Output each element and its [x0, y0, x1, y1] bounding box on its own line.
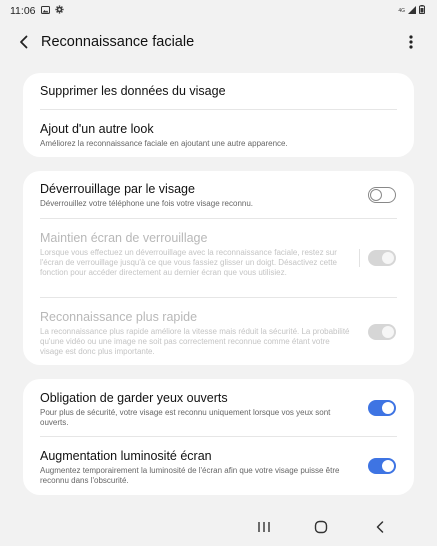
recent-apps-button[interactable] — [254, 520, 274, 538]
status-bar — [0, 0, 437, 22]
signal-icon — [408, 6, 416, 17]
toggle-knob — [381, 325, 395, 339]
back-arrow-icon — [17, 35, 31, 54]
battery-icon — [419, 5, 425, 17]
brighten-screen-title: Augmentation luminosité écran — [40, 449, 212, 463]
face-unlock-title: Déverrouillage par le visage — [40, 182, 195, 196]
gallery-icon — [41, 6, 50, 17]
card-face-data — [23, 73, 414, 157]
recent-apps-icon — [257, 520, 271, 538]
card-security-settings — [23, 379, 414, 495]
remove-face-data-item[interactable] — [23, 84, 414, 99]
brighten-screen-item[interactable] — [23, 449, 414, 486]
faster-recognition-toggle[interactable] — [368, 324, 396, 340]
divider — [40, 109, 397, 110]
require-open-eyes-title: Obligation de garder yeux ouverts — [40, 391, 228, 405]
card-unlock-settings — [23, 171, 414, 365]
navigation-bar — [0, 512, 437, 546]
stay-on-lock-screen-toggle[interactable] — [368, 250, 396, 266]
toggle-knob — [381, 401, 395, 415]
face-unlock-subtitle: Déverrouillez votre téléphone une fois votre visage reconnu. — [40, 199, 254, 208]
back-button[interactable] — [12, 32, 36, 56]
stay-on-lock-screen-subtitle: Lorsque vous effectuez un déverrouillage avec la reconnaissance faciale, restez sur l'écran de verrouillage jusqu'à ce que vous fassiez glisser un doigt. Désactivez cette fonction pour accéder directement au dernier écran que vous utilisiez. — [40, 248, 337, 277]
brighten-screen-subtitle: Augmentez temporairement la luminosité de l'écran afin que votre visage puisse être reconnu dans l'obscurité. — [40, 466, 340, 485]
require-open-eyes-item[interactable] — [23, 391, 414, 428]
toggle-knob — [381, 459, 395, 473]
require-open-eyes-subtitle: Pour plus de sécurité, votre visage est reconnu uniquement lorsque vos yeux sont ouverts. — [40, 408, 331, 427]
brighten-screen-toggle[interactable] — [368, 458, 396, 474]
nav-back-button[interactable] — [370, 520, 390, 538]
faster-recognition-title: Reconnaissance plus rapide — [40, 310, 198, 324]
toggle-knob — [381, 251, 395, 265]
remove-face-data-title: Supprimer les données du visage — [40, 84, 226, 98]
require-open-eyes-toggle[interactable] — [368, 400, 396, 416]
app-bar — [0, 26, 437, 62]
add-alternative-look-title: Ajout d'un autre look — [40, 122, 154, 136]
face-unlock-item[interactable] — [23, 182, 414, 209]
faster-recognition-item[interactable] — [23, 310, 414, 357]
divider — [40, 218, 397, 219]
status-time: 11:06 — [10, 5, 36, 17]
more-vertical-icon — [409, 35, 413, 54]
face-unlock-toggle[interactable] — [368, 187, 396, 203]
settings-icon — [55, 5, 64, 17]
add-alternative-look-subtitle: Améliorez la reconnaissance faciale en ajoutant une autre apparence. — [40, 139, 288, 148]
home-button[interactable] — [311, 520, 331, 538]
stay-on-lock-screen-title: Maintien écran de verrouillage — [40, 231, 208, 245]
toggle-knob — [370, 189, 382, 201]
network-4g-icon: 4G — [398, 7, 405, 14]
divider — [40, 436, 397, 437]
toggle-separator — [359, 249, 360, 267]
stay-on-lock-screen-item[interactable] — [23, 231, 414, 278]
add-alternative-look-item[interactable] — [23, 122, 414, 149]
more-options-button[interactable] — [399, 32, 423, 56]
home-icon — [314, 520, 328, 539]
back-icon — [374, 520, 386, 539]
page-title: Reconnaissance faciale — [41, 34, 195, 50]
divider — [40, 297, 397, 298]
faster-recognition-subtitle: La reconnaissance plus rapide améliore la vitesse mais réduit la sécurité. La probabilité qu'une vidéo ou une image ne soit pas correctement reconnue comme étant votre visage est donc plus importante. — [40, 327, 350, 356]
